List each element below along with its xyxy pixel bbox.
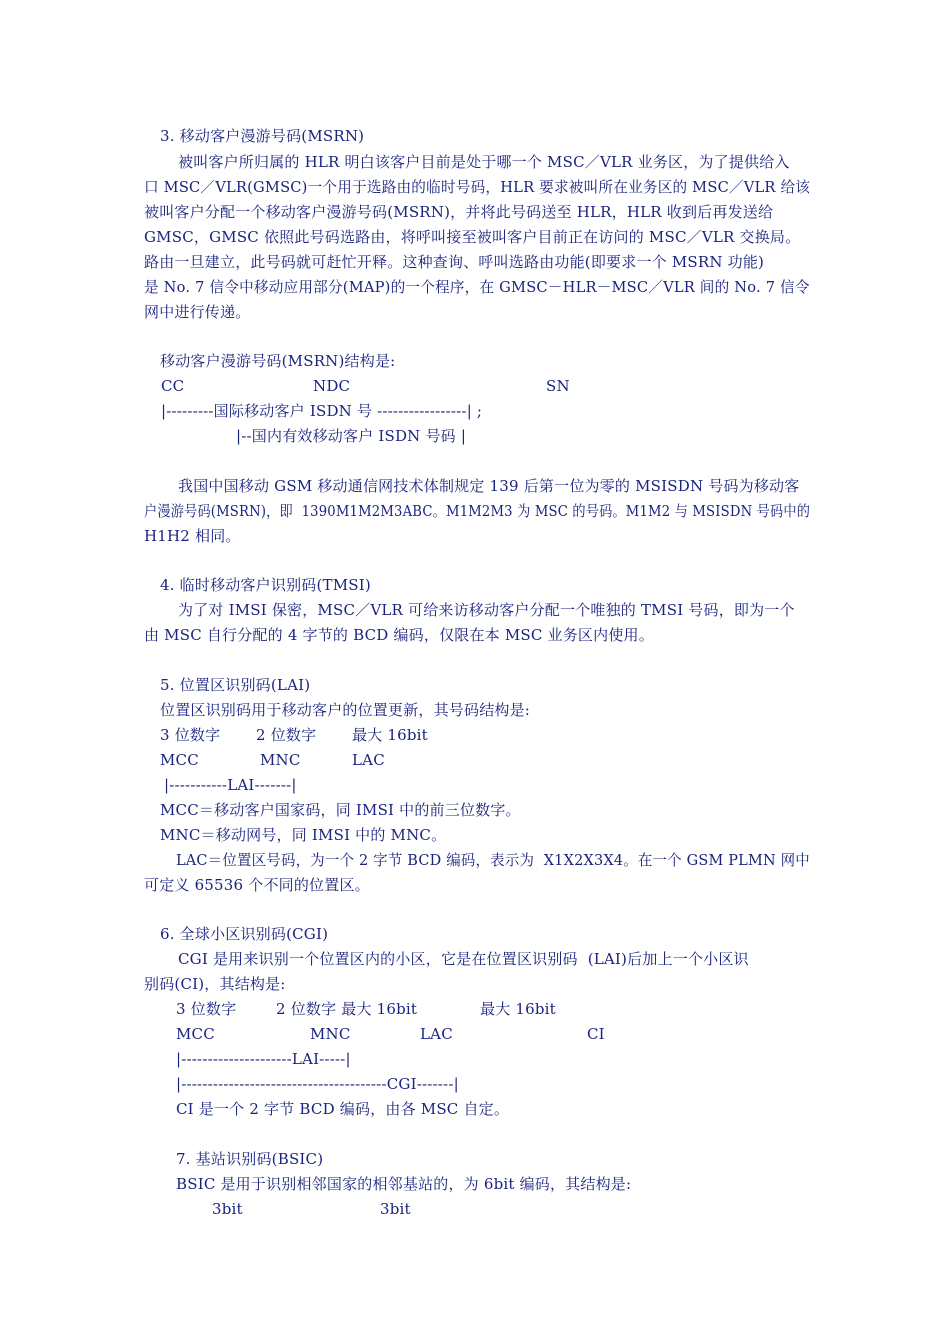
heading-bsic: 7. 基站识别码(BSIC) <box>176 1150 324 1168</box>
label-mcc: MCC <box>176 1025 215 1043</box>
label-sn: SN <box>546 377 570 395</box>
bsic-intro: BSIC 是用于识别相邻国家的相邻基站的，为 6bit 编码，其结构是: <box>176 1175 632 1193</box>
size-label: 最大 16bit <box>480 1000 556 1018</box>
msrn-national-isdn-line: |--国内有效移动客户 ISDN 号码 | <box>236 427 467 445</box>
paragraph-line: 别码(CI)，其结构是: <box>144 975 286 993</box>
paragraph-line: GMSC，GMSC 依照此号码选路由，将呼叫接至被叫客户目前正在访问的 MSC／VLR 交换局。 <box>144 228 801 246</box>
heading-msrn: 3. 移动客户漫游号码(MSRN) <box>160 127 365 145</box>
size-label: 3 位数字 <box>176 1000 237 1018</box>
cgi-lai-line: |---------------------LAI-----| <box>176 1050 351 1068</box>
msrn-intl-isdn-line: |---------国际移动客户 ISDN 号 -----------------| ; <box>161 402 483 420</box>
paragraph-line: 口 MSC／VLR(GMSC)一个用于选路由的临时号码，HLR 要求被叫所在业务区的 MSC／VLR 给该 <box>144 178 811 196</box>
size-label: 最大 16bit <box>352 726 428 744</box>
lai-intro: 位置区识别码用于移动客户的位置更新，其号码结构是: <box>160 701 531 719</box>
label-lac: LAC <box>352 751 385 769</box>
paragraph-line: 由 MSC 自行分配的 4 字节的 BCD 编码，仅限在本 MSC 业务区内使用。 <box>144 626 654 644</box>
label-cc: CC <box>161 377 185 395</box>
cgi-structure-line: |---------------------------------------CGI-------| <box>176 1075 459 1093</box>
size-label: 2 位数字 最大 16bit <box>276 1000 418 1018</box>
msrn-structure-title: 移动客户漫游号码(MSRN)结构是: <box>160 352 396 370</box>
paragraph-line: CGI 是用来识别一个位置区内的小区，它是在位置区识别码 (LAI)后加上一个小区识 <box>178 950 749 968</box>
paragraph-line: 被叫客户所归属的 HLR 明白该客户目前是处于哪一个 MSC／VLR 业务区，为了提供给入 <box>178 153 790 171</box>
label-mnc: MNC <box>310 1025 351 1043</box>
paragraph-line: 是 No. 7 信令中移动应用部分(MAP)的一个程序，在 GMSC－HLR－MSC／VLR 间的 No. 7 信令 <box>144 278 810 296</box>
label-ndc: NDC <box>313 377 351 395</box>
lac-definition-line: LAC＝位置区号码，为一个 2 字节 BCD 编码，表示为 X1X2X3X4。在一个 GSM PLMN 网中 <box>176 851 810 869</box>
paragraph-line: 网中进行传递。 <box>144 303 251 321</box>
paragraph-line: 路由一旦建立，此号码就可赶忙开释。这种查询、呼叫选路由功能(即要求一个 MSRN 功能) <box>144 253 765 271</box>
paragraph-line: 我国中国移动 GSM 移动通信网技术体制规定 139 后第一位为零的 MSISDN 号码为移动客 <box>178 477 800 495</box>
size-label: 2 位数字 <box>256 726 317 744</box>
ci-definition: CI 是一个 2 字节 BCD 编码，由各 MSC 自定。 <box>176 1100 510 1118</box>
paragraph-line: H1H2 相同。 <box>144 527 241 545</box>
size-label: 3 位数字 <box>160 726 221 744</box>
label-ci: CI <box>587 1025 605 1043</box>
heading-cgi: 6. 全球小区识别码(CGI) <box>160 925 329 943</box>
label-mcc: MCC <box>160 751 199 769</box>
heading-tmsi: 4. 临时移动客户识别码(TMSI) <box>160 576 371 594</box>
bits-label: 3bit <box>212 1200 243 1218</box>
lac-definition-line: 可定义 65536 个不同的位置区。 <box>144 876 370 894</box>
lai-structure-line: |-----------LAI-------| <box>164 776 297 794</box>
heading-lai: 5. 位置区识别码(LAI) <box>160 676 311 694</box>
bits-label: 3bit <box>380 1200 411 1218</box>
mcc-definition: MCC＝移动客户国家码，同 IMSI 中的前三位数字。 <box>160 801 521 819</box>
label-lac: LAC <box>420 1025 453 1043</box>
label-mnc: MNC <box>260 751 301 769</box>
paragraph-line: 被叫客户分配一个移动客户漫游号码(MSRN)，并将此号码送至 HLR，HLR 收到后再发送给 <box>144 203 774 221</box>
paragraph-line: 为了对 IMSI 保密，MSC／VLR 可给来访移动客户分配一个唯独的 TMSI 号码，即为一个 <box>178 601 795 619</box>
mnc-definition: MNC＝移动网号，同 IMSI 中的 MNC。 <box>160 826 447 844</box>
paragraph-line: 户漫游号码(MSRN)，即 1390M1M2M3ABC。M1M2M3 为 MSC 的号码。M1M2 与 MSISDN 号码中的 <box>144 502 811 520</box>
